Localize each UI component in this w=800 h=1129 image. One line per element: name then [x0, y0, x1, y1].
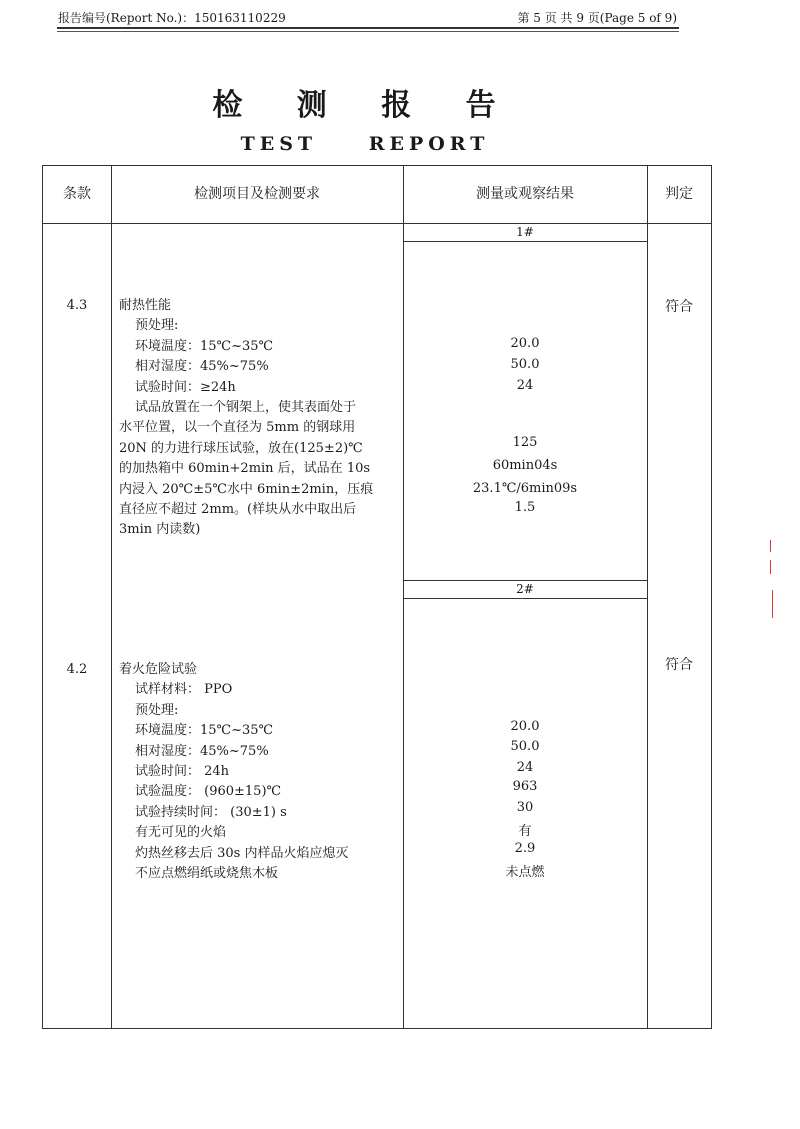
- page-indicator: 第 5 页 共 9 页(Page 5 of 9): [517, 11, 677, 25]
- sample-divider: [403, 598, 647, 599]
- requirement-line: 3min 内读数): [119, 522, 201, 538]
- result-value: 963: [512, 779, 538, 794]
- result-value: 60min04s: [492, 458, 558, 473]
- clause-number: 4.2: [66, 662, 88, 677]
- requirement-line: 的加热箱中 60min+2min 后，试品在 10s: [119, 461, 371, 477]
- header-divider: [43, 223, 711, 224]
- requirement-line: 试验温度： (960±15)℃: [135, 784, 282, 800]
- result-value: 1.5: [514, 500, 536, 515]
- requirement-line: 20N 的力进行球压试验，放在(125±2)℃: [119, 440, 363, 456]
- result-value: 125: [512, 435, 538, 450]
- result-value: 20.0: [510, 719, 540, 734]
- sample-divider: [403, 580, 647, 581]
- requirement-line: 相对湿度：45%~75%: [135, 743, 269, 759]
- requirement-line: 灼热丝移去后 30s 内样品火焰应熄灭: [135, 845, 349, 861]
- result-value: 24: [516, 760, 534, 775]
- result-value: 30: [516, 800, 534, 815]
- header-rule-thin: [57, 31, 679, 32]
- requirement-line: 环境温度：15℃~35℃: [135, 723, 274, 739]
- header-requirement: 检测项目及检测要求: [194, 186, 320, 202]
- header-rule: [57, 27, 679, 29]
- requirement-line: 环境温度：15℃~35℃: [135, 338, 274, 354]
- edge-mark: [770, 540, 771, 552]
- requirement-text: [119, 296, 373, 541]
- sample-label-2: 2#: [516, 582, 534, 596]
- result-value: 23.1℃/6min09s: [472, 481, 578, 496]
- sample-divider: [403, 241, 647, 242]
- requirement-line: 耐热性能: [119, 298, 172, 313]
- test-table: [42, 165, 712, 1029]
- col-divider: [111, 166, 112, 1028]
- header-clause: 条款: [63, 186, 91, 202]
- requirement-line: 水平位置，以一个直径为 5mm 的钢球用: [119, 420, 356, 436]
- requirement-line: 试验持续时间： (30±1) s: [135, 804, 287, 820]
- result-value: 24: [516, 378, 534, 393]
- requirement-line: 有无可见的火焰: [135, 825, 227, 841]
- edge-mark: [770, 560, 771, 574]
- requirement-line: 试样材料： PPO: [135, 682, 233, 698]
- requirement-line: 不应点燃绢纸或烧焦木板: [135, 866, 279, 882]
- report-number: 报告编号(Report No.)：150163110229: [58, 11, 286, 25]
- result-value: 50.0: [510, 739, 540, 754]
- sample-label-1: 1#: [516, 225, 534, 239]
- result-value: 20.0: [510, 336, 540, 351]
- result-value: 未点燃: [505, 865, 545, 880]
- result-value: 有: [518, 824, 532, 839]
- title-english: TEST REPORT: [240, 133, 490, 155]
- verdict: 符合: [665, 657, 693, 673]
- result-value: 2.9: [514, 841, 536, 856]
- requirement-line: 直径应不超过 2mm。(样块从水中取出后: [119, 502, 357, 518]
- result-value: 50.0: [510, 357, 540, 372]
- requirement-text: [119, 660, 348, 884]
- requirement-line: 着火危险试验: [119, 662, 198, 677]
- col-divider: [403, 166, 404, 1028]
- header-verdict: 判定: [665, 186, 693, 202]
- edge-mark: [772, 590, 773, 618]
- requirement-line: 预处理:: [135, 318, 179, 334]
- requirement-line: 相对湿度：45%~75%: [135, 359, 269, 375]
- title-chinese: 检 测 报 告: [212, 88, 518, 123]
- requirement-line: 预处理:: [135, 702, 179, 718]
- requirement-line: 试品放置在一个钢架上，使其表面处于: [135, 400, 357, 416]
- requirement-line: 试验时间：≥24h: [135, 379, 236, 395]
- header-result: 测量或观察结果: [476, 186, 574, 202]
- verdict: 符合: [665, 299, 693, 315]
- clause-number: 4.3: [66, 298, 88, 313]
- requirement-line: 试验时间： 24h: [135, 764, 230, 780]
- requirement-line: 内浸入 20℃±5℃水中 6min±2min，压痕: [119, 481, 374, 497]
